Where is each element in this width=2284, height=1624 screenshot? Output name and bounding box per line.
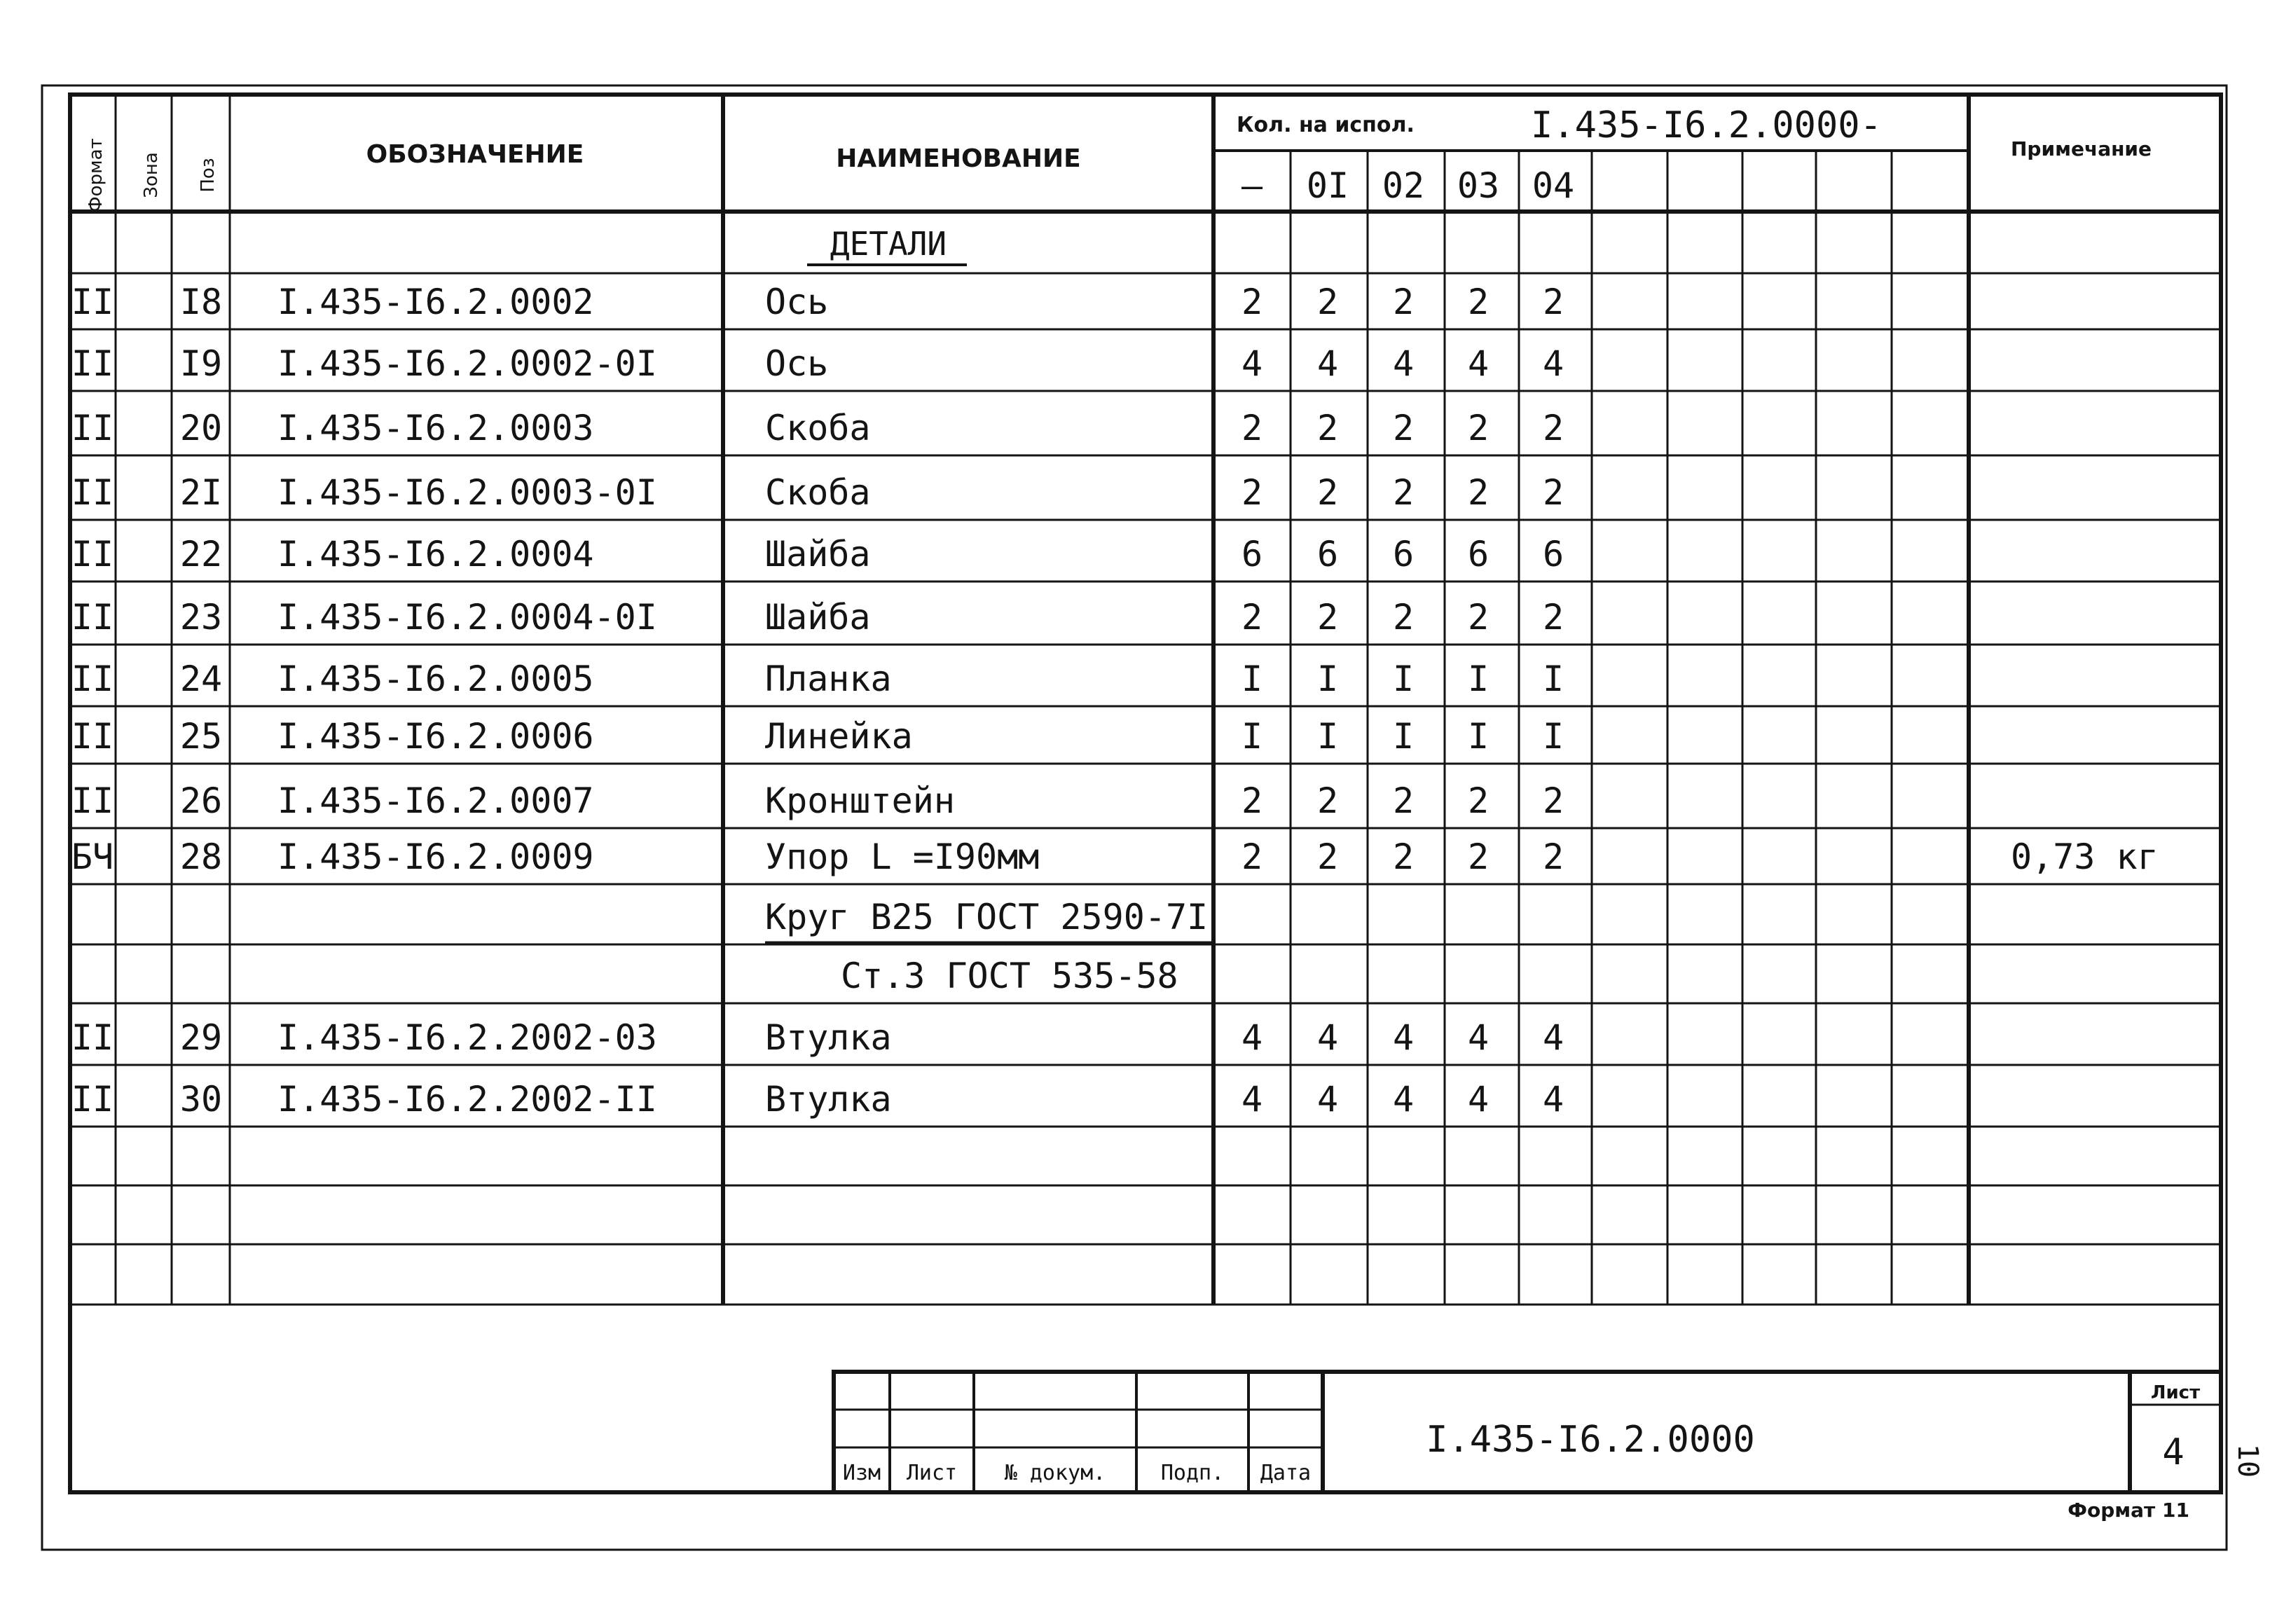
sheet-number: 4 — [2162, 1431, 2185, 1473]
revision-label: Изм — [842, 1461, 881, 1485]
format-cell: II — [71, 472, 114, 513]
pos-cell: 20 — [179, 408, 223, 448]
qty-cell: 2 — [1542, 472, 1564, 513]
qty-cell: 2 — [1241, 837, 1263, 877]
qty-cell: 4 — [1316, 1079, 1339, 1120]
table-row — [71, 659, 1564, 699]
format-cell: II — [71, 343, 114, 384]
qty-cell: 2 — [1241, 282, 1263, 322]
qty-cell: 4 — [1467, 1079, 1490, 1120]
table-row — [71, 472, 1564, 513]
qty-cell: 2 — [1542, 597, 1564, 638]
name-cell: Круг В25 ГОСТ 2590-7I — [765, 897, 1209, 937]
qty-cell: I — [1392, 716, 1415, 757]
margin-number: 10 — [2231, 1443, 2264, 1478]
designation-cell: I.435-I6.2.0003-0I — [277, 472, 657, 513]
qty-cell: 6 — [1467, 534, 1490, 574]
pos-cell: 28 — [179, 837, 223, 877]
qty-cell: 2 — [1392, 837, 1415, 877]
name-cell: Шайба — [765, 597, 871, 638]
qty-cell: 6 — [1241, 534, 1263, 574]
pos-cell: I9 — [179, 343, 223, 384]
qty-cell: 6 — [1392, 534, 1415, 574]
name-cell: Кронштейн — [765, 780, 955, 821]
name-cell: Шайба — [765, 534, 871, 574]
pos-cell: 29 — [179, 1017, 223, 1058]
qty-cell: I — [1392, 659, 1415, 699]
pos-cell: 25 — [179, 716, 223, 757]
qty-cell: 4 — [1392, 1017, 1415, 1058]
designation-cell: I.435-I6.2.0002-0I — [277, 343, 657, 384]
pos-cell: 23 — [179, 597, 223, 638]
header-qty-base: I.435-I6.2.0000- — [1531, 104, 1882, 146]
table-row — [71, 837, 2159, 877]
qty-cell: 4 — [1542, 343, 1564, 384]
designation-cell: I.435-I6.2.0006 — [277, 716, 594, 757]
table-row — [71, 716, 1564, 757]
name-cell: Втулка — [765, 1017, 892, 1058]
pos-cell: I8 — [179, 282, 223, 322]
format-cell: II — [71, 282, 114, 322]
qty-cell: 4 — [1241, 1079, 1263, 1120]
revision-label: Подп. — [1160, 1461, 1225, 1485]
qty-cell: 2 — [1241, 597, 1263, 638]
header-pos: Поз — [198, 158, 219, 193]
designation-cell: I.435-I6.2.0003 — [277, 408, 594, 448]
pos-cell: 22 — [179, 534, 223, 574]
revision-label: Дата — [1260, 1461, 1312, 1485]
name-cell: Ст.3 ГОСТ 535-58 — [841, 956, 1178, 996]
qty-cell: 2 — [1316, 837, 1339, 877]
qty-cell: 2 — [1467, 837, 1490, 877]
qty-cell: 4 — [1241, 343, 1263, 384]
title-block — [834, 1372, 2221, 1492]
qty-cell: 2 — [1316, 408, 1339, 448]
qty-cell: 6 — [1316, 534, 1339, 574]
qty-cell: 4 — [1392, 1079, 1415, 1120]
format-cell: II — [71, 534, 114, 574]
variant-header-cell: 04 — [1532, 165, 1575, 206]
table-row — [71, 597, 1564, 638]
name-cell: Скоба — [765, 408, 871, 448]
variant-header-cell: 03 — [1457, 165, 1500, 206]
table-header — [85, 104, 2152, 212]
qty-cell: I — [1542, 716, 1564, 757]
format-cell: II — [71, 597, 114, 638]
header-zone: Зона — [141, 152, 162, 198]
qty-cell: 4 — [1467, 343, 1490, 384]
pos-cell: 26 — [179, 780, 223, 821]
qty-cell: 4 — [1316, 1017, 1339, 1058]
revision-label: Лист — [906, 1461, 958, 1485]
variant-header-cell: – — [1241, 165, 1263, 206]
qty-cell: 2 — [1467, 597, 1490, 638]
variant-header-cell: 02 — [1382, 165, 1425, 206]
table-row — [71, 343, 1564, 384]
qty-cell: 6 — [1542, 534, 1564, 574]
table-row — [71, 408, 1564, 448]
designation-cell: I.435-I6.2.0004 — [277, 534, 594, 574]
qty-cell: 2 — [1241, 780, 1263, 821]
qty-cell: I — [1316, 659, 1339, 699]
note-cell: 0,73 кг — [2011, 837, 2159, 877]
qty-cell: 2 — [1241, 408, 1263, 448]
designation-cell: I.435-I6.2.0002 — [277, 282, 594, 322]
qty-cell: 2 — [1316, 282, 1339, 322]
qty-cell: 2 — [1392, 282, 1415, 322]
footer-format: Формат 11 — [2068, 1499, 2189, 1522]
qty-cell: 2 — [1467, 780, 1490, 821]
qty-cell: 2 — [1467, 282, 1490, 322]
name-cell: Ось — [765, 282, 829, 322]
qty-cell: 2 — [1542, 282, 1564, 322]
qty-cell: 2 — [1392, 472, 1415, 513]
table-body — [71, 282, 2159, 1120]
qty-cell: I — [1241, 716, 1263, 757]
designation-cell: I.435-I6.2.0005 — [277, 659, 594, 699]
header-qty-label: Кол. на испол. — [1237, 113, 1415, 137]
table-row — [841, 956, 1178, 996]
qty-cell: 4 — [1542, 1079, 1564, 1120]
table-grid — [70, 95, 2221, 1305]
qty-cell: 4 — [1542, 1017, 1564, 1058]
format-cell: II — [71, 780, 114, 821]
qty-cell: 4 — [1241, 1017, 1263, 1058]
header-name: НАИМЕНОВАНИЕ — [836, 144, 1081, 173]
section-title: ДЕТАЛИ — [830, 225, 947, 263]
name-cell: Линейка — [765, 716, 913, 757]
qty-cell: 2 — [1241, 472, 1263, 513]
qty-cell: 2 — [1316, 780, 1339, 821]
table-row — [71, 534, 1564, 574]
designation-cell: I.435-I6.2.2002-II — [277, 1079, 657, 1120]
qty-cell: 2 — [1316, 597, 1339, 638]
name-cell: Ось — [765, 343, 829, 384]
format-cell: II — [71, 1017, 114, 1058]
designation-cell: I.435-I6.2.0004-0I — [277, 597, 657, 638]
qty-cell: 2 — [1542, 780, 1564, 821]
sheet-label: Лист — [2150, 1382, 2201, 1403]
qty-cell: 2 — [1316, 472, 1339, 513]
name-cell: Скоба — [765, 472, 871, 513]
revision-labels — [843, 1461, 1311, 1485]
qty-cell: 2 — [1542, 837, 1564, 877]
qty-cell: I — [1316, 716, 1339, 757]
table-row — [71, 1017, 1564, 1058]
header-note: Примечание — [2011, 137, 2152, 160]
pos-cell: 24 — [179, 659, 223, 699]
pos-cell: 2I — [179, 472, 223, 513]
qty-cell: 2 — [1467, 472, 1490, 513]
qty-cell: 4 — [1467, 1017, 1490, 1058]
format-cell: II — [71, 716, 114, 757]
name-cell: Втулка — [765, 1079, 892, 1120]
table-row — [71, 282, 1564, 322]
qty-cell: 4 — [1316, 343, 1339, 384]
qty-cell: 2 — [1467, 408, 1490, 448]
qty-cell: 4 — [1392, 343, 1415, 384]
designation-cell: I.435-I6.2.0009 — [277, 837, 594, 877]
variant-header-cell: 0I — [1306, 165, 1349, 206]
qty-cell: I — [1467, 659, 1490, 699]
format-cell: II — [71, 408, 114, 448]
designation-cell: I.435-I6.2.0007 — [277, 780, 594, 821]
table-row — [71, 780, 1564, 821]
name-cell: Планка — [765, 659, 892, 699]
qty-cell: 2 — [1392, 597, 1415, 638]
format-cell: II — [71, 659, 114, 699]
header-format: Формат — [85, 138, 106, 212]
title-block-designation: I.435-I6.2.0000 — [1426, 1419, 1755, 1461]
qty-cell: I — [1542, 659, 1564, 699]
qty-cell: 2 — [1392, 780, 1415, 821]
pos-cell: 30 — [179, 1079, 223, 1120]
designation-cell: I.435-I6.2.2002-03 — [277, 1017, 657, 1058]
qty-cell: 2 — [1392, 408, 1415, 448]
qty-cell: I — [1467, 716, 1490, 757]
qty-cell: 2 — [1542, 408, 1564, 448]
format-cell: II — [71, 1079, 114, 1120]
format-cell: БЧ — [71, 837, 114, 877]
header-designation: ОБОЗНАЧЕНИЕ — [366, 140, 584, 169]
revision-label: № докум. — [1004, 1461, 1106, 1485]
name-cell: Упор L =I90мм — [765, 837, 1040, 877]
table-row — [765, 897, 1208, 937]
table-row — [71, 1079, 1564, 1120]
qty-cell: I — [1241, 659, 1263, 699]
